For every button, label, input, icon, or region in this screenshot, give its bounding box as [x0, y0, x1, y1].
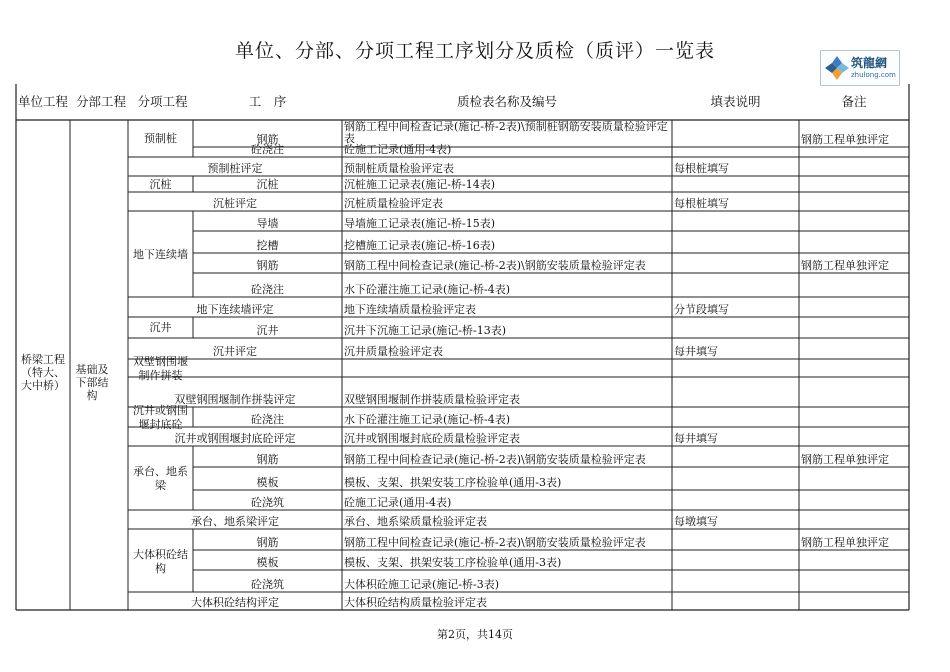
process-cell: 钢筋 — [256, 259, 279, 272]
form-cell: 沉井下沉施工记录(施记-桥-13表) — [344, 324, 507, 337]
process-cell: 沉桩 — [256, 178, 279, 191]
fill-cell: 分节段填写 — [674, 303, 729, 316]
form-cell: 模板、支架、拱架安装工序检验单(通用-3表) — [344, 556, 562, 569]
process-cell: 砼浇筑 — [251, 496, 284, 509]
form-cell: 沉井或钢围堰封底砼质量检验评定表 — [344, 432, 520, 445]
form-cell: 导墙施工记录表(施记-桥-15表) — [344, 217, 496, 230]
process-cell: 砼浇筑 — [251, 578, 284, 591]
header-fill: 填表说明 — [710, 94, 761, 109]
group-cell: 沉井 — [149, 321, 172, 334]
form-cell: 砼施工记录(通用-4表) — [344, 496, 452, 509]
evaluation-cell: 地下连续墙评定 — [196, 303, 274, 316]
remark-cell: 钢筋工程单独评定 — [801, 133, 889, 146]
fill-cell: 每井填写 — [674, 345, 718, 358]
form-cell: 承台、地系梁质量检验评定表 — [344, 515, 487, 528]
division-name: 基础及下部结构 — [75, 363, 109, 402]
evaluation-cell: 大体积砼结构评定 — [191, 596, 279, 609]
fill-cell: 每墩填写 — [674, 515, 718, 528]
logo-url: zhulong.com — [851, 71, 896, 79]
process-cell: 沉井 — [256, 324, 279, 337]
group-cell: 大体积砼结构 — [133, 548, 188, 575]
form-cell: 模板、支架、拱架安装工序检验单(通用-3表) — [344, 476, 562, 489]
evaluation-cell: 沉井或钢围堰封底砼评定 — [174, 432, 296, 445]
form-cell: 沉桩质量检验评定表 — [344, 197, 443, 210]
header-remark: 备注 — [841, 94, 867, 109]
form-cell: 钢筋工程中间检查记录(施记-桥-2表)\钢筋安装质量检验评定表 — [344, 536, 646, 549]
process-cell: 砼浇注 — [251, 143, 284, 156]
remark-cell: 钢筋工程单独评定 — [801, 453, 889, 466]
form-cell: 大体积砼结构质量检验评定表 — [344, 596, 487, 609]
form-cell: 挖槽施工记录表(施记-桥-16表) — [344, 239, 496, 252]
form-cell: 预制桩质量检验评定表 — [344, 162, 454, 175]
page-number: 第2页，共14页 — [437, 628, 513, 641]
process-cell: 模板 — [256, 476, 279, 489]
header-division: 分部工程 — [75, 94, 126, 109]
form-cell: 钢筋工程中间检查记录(施记-桥-2表)\钢筋安装质量检验评定表 — [344, 259, 646, 272]
process-cell: 导墙 — [256, 217, 279, 230]
evaluation-cell: 沉井评定 — [213, 345, 257, 358]
header-subitem: 分项工程 — [137, 94, 188, 109]
group-cell: 双壁钢围堰制作拼装 — [133, 355, 188, 382]
process-cell: 模板 — [256, 556, 279, 569]
header-unit: 单位工程 — [17, 94, 68, 109]
process-cell: 钢筋 — [256, 453, 279, 466]
form-cell: 砼施工记录(通用-4表) — [344, 143, 452, 156]
group-cell: 沉桩 — [149, 178, 172, 191]
remark-cell: 钢筋工程单独评定 — [801, 259, 889, 272]
header-process: 工 序 — [248, 94, 287, 109]
logo-name: 筑龍網 — [851, 56, 888, 70]
form-cell: 钢筋工程中间检查记录(施记-桥-2表)\预制桩钢筋安装质量检验评定表 — [344, 121, 668, 145]
group-cell: 预制桩 — [144, 132, 177, 145]
group-cell: 沉井或钢围堰封底砼 — [133, 404, 188, 431]
fill-cell: 每根桩填写 — [674, 162, 729, 175]
form-cell: 沉井质量检验评定表 — [344, 345, 443, 358]
evaluation-cell: 沉桩评定 — [213, 197, 257, 210]
form-cell: 钢筋工程中间检查记录(施记-桥-2表)\钢筋安装质量检验评定表 — [344, 453, 646, 466]
group-cell: 承台、地系梁 — [133, 465, 188, 492]
process-cell: 挖槽 — [256, 239, 279, 252]
form-cell: 地下连续墙质量检验评定表 — [344, 303, 476, 316]
process-cell: 砼浇注 — [251, 413, 284, 426]
fill-cell: 每根桩填写 — [674, 197, 729, 210]
header-form: 质检表名称及编号 — [456, 94, 557, 109]
evaluation-cell: 双壁钢围堰制作拼装评定 — [174, 393, 296, 406]
evaluation-cell: 承台、地系梁评定 — [191, 515, 279, 528]
form-cell: 水下砼灌注施工记录(施记-桥-4表) — [344, 283, 511, 296]
form-cell: 大体积砼施工记录(施记-桥-3表) — [344, 578, 500, 591]
page-title: 单位、分部、分项工程工序划分及质检（质评）一览表 — [234, 40, 715, 62]
process-cell: 钢筋 — [256, 133, 279, 146]
group-cell: 地下连续墙 — [133, 248, 188, 261]
remark-cell: 钢筋工程单独评定 — [801, 536, 889, 549]
form-cell: 水下砼灌注施工记录(施记-桥-4表) — [344, 413, 511, 426]
process-cell: 钢筋 — [256, 536, 279, 549]
form-cell: 沉桩施工记录表(施记-桥-14表) — [344, 178, 496, 191]
fill-cell: 每井填写 — [674, 432, 718, 445]
form-cell: 双壁钢围堰制作拼装质量检验评定表 — [344, 393, 520, 406]
process-cell: 砼浇注 — [251, 283, 284, 296]
unit-name: 桥梁工程（特大、大中桥） — [21, 353, 65, 392]
evaluation-cell: 预制桩评定 — [207, 162, 263, 175]
